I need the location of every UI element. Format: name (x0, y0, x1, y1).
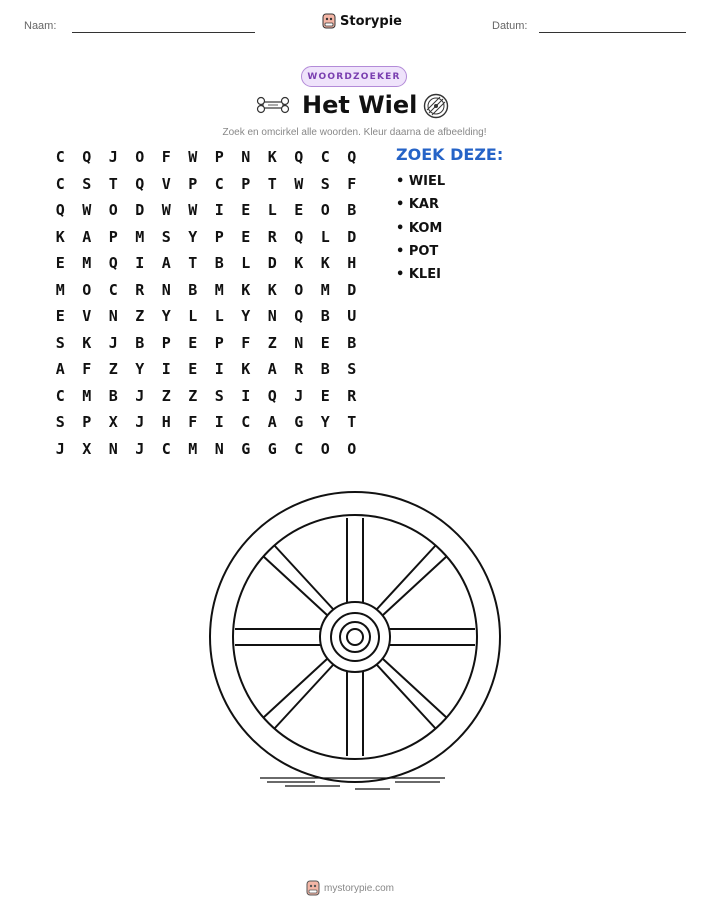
grid-cell[interactable]: S (161, 227, 171, 246)
grid-cell[interactable]: H (161, 413, 171, 432)
grid-cell[interactable]: D (347, 227, 357, 246)
grid-cell[interactable]: N (294, 333, 304, 352)
grid-cell[interactable]: B (214, 254, 224, 273)
grid-cell[interactable]: L (267, 201, 277, 220)
grid-cell[interactable]: G (267, 439, 277, 458)
grid-cell[interactable]: Q (108, 254, 118, 273)
grid-cell[interactable]: C (294, 439, 304, 458)
grid-cell[interactable]: L (214, 307, 224, 326)
grid-cell[interactable]: A (55, 360, 65, 379)
grid-cell[interactable]: N (267, 307, 277, 326)
brand-name: Storypie (340, 13, 402, 29)
word-list-item: • KAR (396, 197, 439, 213)
grid-cell[interactable]: I (214, 413, 224, 432)
grid-cell[interactable]: E (188, 360, 198, 379)
grid-cell[interactable]: K (55, 227, 65, 246)
grid-cell[interactable]: S (214, 386, 224, 405)
grid-cell[interactable]: N (108, 439, 118, 458)
grid-cell[interactable]: L (241, 254, 251, 273)
grid-cell[interactable]: R (267, 227, 277, 246)
grid-cell[interactable]: Q (347, 148, 357, 167)
grid-cell[interactable]: E (188, 333, 198, 352)
grid-cell[interactable]: E (241, 201, 251, 220)
grid-cell[interactable]: Z (135, 307, 145, 326)
page-title: Het Wiel (302, 91, 418, 119)
grid-cell[interactable]: Z (267, 333, 277, 352)
grid-cell[interactable]: F (82, 360, 92, 379)
grid-cell[interactable]: M (135, 227, 145, 246)
grid-cell[interactable]: B (188, 280, 198, 299)
word-list-item: • KOM (396, 220, 443, 236)
grid-cell[interactable]: K (241, 280, 251, 299)
grid-cell[interactable]: J (55, 439, 65, 458)
grid-cell[interactable]: C (55, 148, 65, 167)
grid-cell[interactable]: O (320, 201, 330, 220)
grid-cell[interactable]: O (347, 439, 357, 458)
grid-cell[interactable]: A (82, 227, 92, 246)
grid-cell[interactable]: C (108, 280, 118, 299)
grid-cell[interactable]: P (241, 174, 251, 193)
grid-cell[interactable]: Z (188, 386, 198, 405)
grid-cell[interactable]: F (347, 174, 357, 193)
storypie-mascot-icon (322, 13, 336, 29)
grid-cell[interactable]: Y (320, 413, 330, 432)
grid-cell[interactable]: W (188, 148, 198, 167)
grid-cell[interactable]: Z (108, 360, 118, 379)
grid-cell[interactable]: F (188, 413, 198, 432)
grid-cell[interactable]: E (320, 333, 330, 352)
grid-cell[interactable]: T (108, 174, 118, 193)
grid-cell[interactable]: S (347, 360, 357, 379)
grid-cell[interactable]: Q (135, 174, 145, 193)
grid-cell[interactable]: C (161, 439, 171, 458)
grid-cell[interactable]: E (320, 386, 330, 405)
word-list (396, 170, 445, 286)
grid-cell[interactable]: Y (188, 227, 198, 246)
word-list-item: • WIEL (396, 174, 446, 190)
wheel-icon (423, 93, 449, 119)
grid-cell[interactable]: T (188, 254, 198, 273)
grid-cell[interactable]: W (294, 174, 304, 193)
grid-cell[interactable]: N (108, 307, 118, 326)
instructions: Zoek en omcirkel alle woorden. Kleur daarna de afbeelding! (222, 127, 487, 138)
grid-cell[interactable]: B (320, 307, 330, 326)
grid-cell[interactable]: M (320, 280, 330, 299)
grid-cell[interactable]: M (55, 280, 65, 299)
grid-cell[interactable]: J (108, 148, 118, 167)
name-line[interactable] (72, 32, 255, 33)
grid-cell[interactable]: D (347, 280, 357, 299)
word-list-item: • POT (396, 244, 439, 260)
grid-cell[interactable]: B (347, 333, 357, 352)
grid-cell[interactable]: Q (294, 148, 304, 167)
grid-cell[interactable]: J (135, 413, 145, 432)
brand-logo (322, 13, 402, 29)
grid-cell[interactable]: B (135, 333, 145, 352)
date-label: Datum: (492, 20, 528, 32)
grid-cell[interactable]: N (161, 280, 171, 299)
grid-cell[interactable]: S (55, 413, 65, 432)
grid-cell[interactable]: C (241, 413, 251, 432)
grid-cell[interactable]: M (214, 280, 224, 299)
grid-cell[interactable]: K (320, 254, 330, 273)
grid-cell[interactable]: O (294, 280, 304, 299)
grid-cell[interactable]: P (214, 333, 224, 352)
grid-cell[interactable]: P (188, 174, 198, 193)
grid-cell[interactable]: Q (55, 201, 65, 220)
grid-cell[interactable]: K (241, 360, 251, 379)
word-list-item: • KLEI (396, 267, 441, 283)
grid-cell[interactable]: J (135, 439, 145, 458)
grid-cell[interactable]: F (161, 148, 171, 167)
grid-cell[interactable]: P (214, 227, 224, 246)
grid-cell[interactable]: K (294, 254, 304, 273)
grid-cell[interactable]: X (108, 413, 118, 432)
grid-cell[interactable]: E (55, 307, 65, 326)
grid-cell[interactable]: P (82, 413, 92, 432)
grid-cell[interactable]: W (188, 201, 198, 220)
grid-cell[interactable]: J (135, 386, 145, 405)
grid-cell[interactable]: B (320, 360, 330, 379)
grid-cell[interactable]: A (267, 413, 277, 432)
grid-cell[interactable]: I (214, 360, 224, 379)
category-badge: WOORDZOEKER (301, 66, 407, 87)
grid-cell[interactable]: N (214, 439, 224, 458)
grid-cell[interactable]: G (241, 439, 251, 458)
grid-cell[interactable]: E (241, 227, 251, 246)
grid-cell[interactable]: G (294, 413, 304, 432)
footer (306, 880, 394, 896)
grid-cell[interactable]: U (347, 307, 357, 326)
grid-cell[interactable]: M (82, 254, 92, 273)
grid-cell[interactable]: K (267, 148, 277, 167)
grid-cell[interactable]: N (241, 148, 251, 167)
grid-cell[interactable]: T (347, 413, 357, 432)
grid-cell[interactable]: B (108, 386, 118, 405)
grid-cell[interactable]: I (135, 254, 145, 273)
grid-cell[interactable]: O (82, 280, 92, 299)
name-label: Naam: (24, 20, 57, 32)
grid-cell[interactable]: H (347, 254, 357, 273)
grid-cell[interactable]: O (108, 201, 118, 220)
grid-cell[interactable]: W (161, 201, 171, 220)
grid-cell[interactable]: I (161, 360, 171, 379)
date-line[interactable] (539, 32, 686, 33)
grid-cell[interactable]: O (135, 148, 145, 167)
grid-cell[interactable]: E (55, 254, 65, 273)
grid-cell[interactable]: Y (135, 360, 145, 379)
wheel-illustration[interactable] (205, 488, 505, 793)
grid-cell[interactable]: D (267, 254, 277, 273)
grid-cell[interactable]: I (241, 386, 251, 405)
grid-cell[interactable]: D (135, 201, 145, 220)
grid-cell[interactable]: S (55, 333, 65, 352)
word-search-grid[interactable] (47, 144, 365, 462)
grid-cell[interactable]: Y (161, 307, 171, 326)
storypie-mascot-icon (306, 880, 320, 896)
grid-cell[interactable]: R (135, 280, 145, 299)
grid-cell[interactable]: S (320, 174, 330, 193)
grid-cell[interactable]: P (161, 333, 171, 352)
grid-cell[interactable]: J (294, 386, 304, 405)
grid-cell[interactable]: C (214, 174, 224, 193)
grid-cell[interactable]: K (267, 280, 277, 299)
grid-cell[interactable]: A (161, 254, 171, 273)
grid-cell[interactable]: P (214, 148, 224, 167)
grid-cell[interactable]: I (214, 201, 224, 220)
grid-cell[interactable]: W (82, 201, 92, 220)
grid-cell[interactable]: O (320, 439, 330, 458)
grid-cell[interactable]: V (161, 174, 171, 193)
grid-cell[interactable]: C (55, 174, 65, 193)
grid-cell[interactable]: K (82, 333, 92, 352)
grid-cell[interactable]: E (294, 201, 304, 220)
footer-url[interactable]: mystorypie.com (324, 882, 395, 894)
grid-cell[interactable]: R (347, 386, 357, 405)
grid-cell[interactable]: X (82, 439, 92, 458)
grid-cell[interactable]: L (320, 227, 330, 246)
grid-cell[interactable]: C (320, 148, 330, 167)
grid-cell[interactable]: A (267, 360, 277, 379)
grid-cell[interactable]: C (55, 386, 65, 405)
grid-cell[interactable]: M (82, 386, 92, 405)
grid-cell[interactable]: Q (267, 386, 277, 405)
grid-cell[interactable]: P (108, 227, 118, 246)
grid-cell[interactable]: Q (294, 307, 304, 326)
grid-cell[interactable]: R (294, 360, 304, 379)
grid-cell[interactable]: Y (241, 307, 251, 326)
grid-cell[interactable]: V (82, 307, 92, 326)
grid-cell[interactable]: T (267, 174, 277, 193)
grid-cell[interactable]: J (108, 333, 118, 352)
word-list-title: ZOEK DEZE: (396, 145, 504, 164)
grid-cell[interactable]: Z (161, 386, 171, 405)
grid-cell[interactable]: S (82, 174, 92, 193)
grid-cell[interactable]: L (188, 307, 198, 326)
grid-cell[interactable]: Q (294, 227, 304, 246)
grid-cell[interactable]: F (241, 333, 251, 352)
grid-cell[interactable]: M (188, 439, 198, 458)
bone-icon (256, 96, 290, 114)
grid-cell[interactable]: Q (82, 148, 92, 167)
grid-cell[interactable]: B (347, 201, 357, 220)
